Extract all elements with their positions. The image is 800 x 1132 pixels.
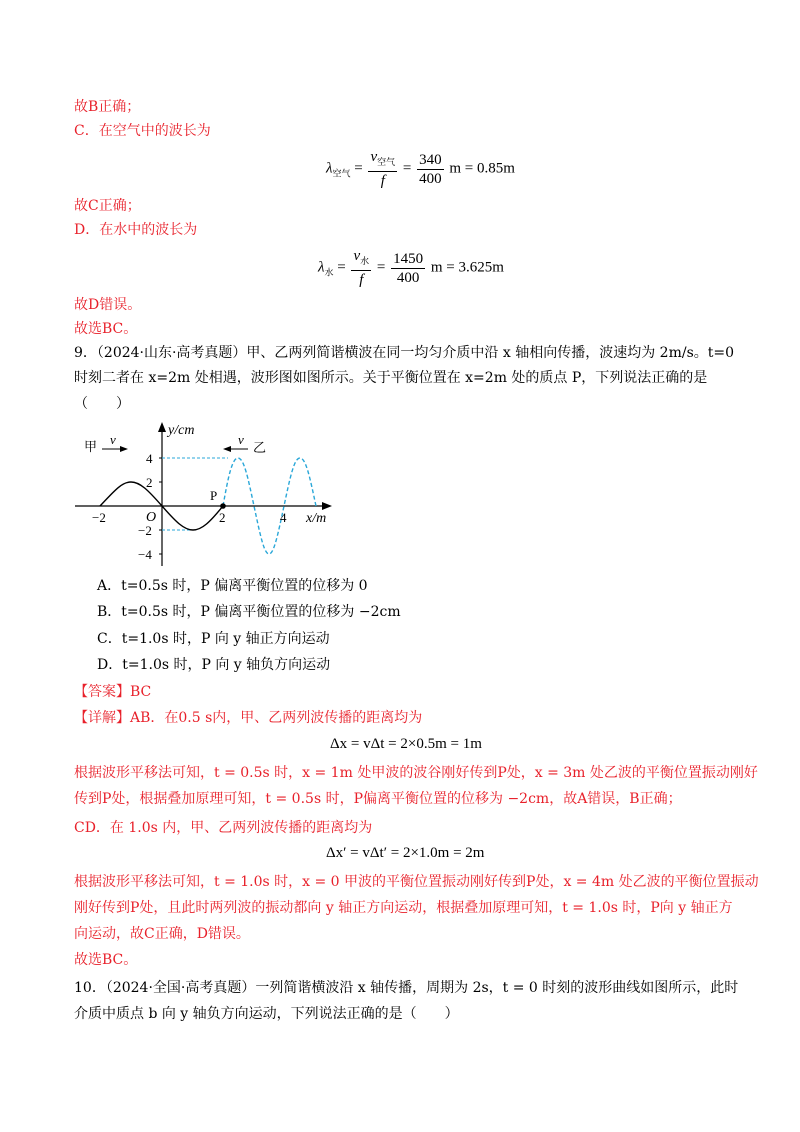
select-bc-text-1: 故选BC。	[74, 321, 138, 337]
d-wrong-text: 故D错误。	[74, 297, 142, 313]
velocity-yi-label: v	[238, 432, 244, 447]
wave-figure	[70, 418, 340, 573]
y-tick-2: 2	[146, 475, 153, 490]
q9-para2-line2: 刚好传到P处，且此时两列波的振动都向 y 轴正方向运动，根据叠加原理可知，t = 1.0s 时，P向 y 轴正方	[74, 900, 733, 916]
x-tick-2: 2	[219, 510, 226, 525]
x-tick-4: 4	[280, 510, 287, 525]
q9-answer: 【答案】BC	[74, 684, 152, 700]
origin-label: O	[146, 510, 157, 525]
c-correct-text: 故C正确；	[74, 198, 141, 214]
equation-water-wavelength: $\lambda_水$ = $\frac{v_水}{f}$ = $\frac{1450}{400}$ m = 3.625m	[318, 248, 504, 288]
point-p-label: P	[210, 488, 218, 503]
q9-detail-ab: 【详解】AB．在0.5 s内，甲、乙两列波传播的距离均为	[74, 710, 423, 726]
y-axis-arrow	[158, 422, 166, 432]
x-axis-label: x/m	[306, 511, 327, 526]
eq-c-subscript: 空气	[332, 168, 351, 179]
option-d-text: D．在水中的波长为	[74, 222, 198, 238]
q10-line-2: 介质中质点 b 向 y 轴负方向运动，下列说法正确的是（ ）	[74, 1006, 459, 1022]
eq-c-numerator: 340	[419, 151, 442, 168]
q9-option-d: D．t=1.0s 时，P 向 y 轴负方向运动	[97, 657, 331, 673]
eq-c-denominator: 400	[419, 170, 442, 187]
x-axis-arrow	[322, 502, 332, 510]
q9-option-c: C．t=1.0s 时，P 向 y 轴正方向运动	[97, 631, 330, 647]
eq-c-result: m = 0.85m	[449, 160, 515, 177]
q9-equation-1: Δx = vΔt = 2×0.5m = 1m	[330, 736, 482, 752]
wave-yi-label: 乙	[253, 440, 267, 455]
q9-equation-2: Δx′ = vΔt′ = 2×1.0m = 2m	[326, 845, 485, 861]
equation-air-wavelength: $\lambda_{空气}$ = $\frac{v_{空气}}{f}$ = $\frac{340}{400}$ m = 0.85m	[326, 149, 515, 189]
option-c-text: C．在空气中的波长为	[74, 123, 211, 139]
q9-line-1: 9．（2024·山东·高考真题）甲、乙两列简谐横波在同一均匀介质中沿 x 轴相向传播，波速均为 2m/s。t=0	[74, 345, 735, 361]
eq-d-numerator: 1450	[393, 250, 424, 267]
q9-para2-line3: 向运动，故C正确，D错误。	[74, 926, 250, 942]
y-tick-neg4: −4	[138, 547, 152, 562]
b-correct-text: 故B正确；	[74, 99, 141, 115]
q9-detail-cd: CD．在 1.0s 内，甲、乙两列波传播的距离均为	[74, 820, 373, 836]
y-tick-neg2: −2	[138, 523, 152, 538]
q9-option-b: B．t=0.5s 时，P 偏离平衡位置的位移为 −2cm	[97, 604, 401, 620]
eq-d-subscript: 水	[324, 267, 334, 278]
x-tick-neg2: −2	[92, 510, 106, 525]
select-bc-text-2: 故选BC。	[74, 952, 138, 968]
q9-para1-line2: 传到P处，根据叠加原理可知，t = 0.5s 时，P偏离平衡位置的位移为 −2cm，故A错误，B正确；	[74, 791, 682, 807]
wave-jia-label: 甲	[84, 439, 98, 454]
y-axis-label: y/cm	[168, 423, 195, 438]
q10-line-1: 10．（2024·全国·高考真题）一列简谐横波沿 x 轴传播，周期为 2s，t = 0 时刻的波形曲线如图所示，此时	[74, 980, 739, 996]
eq-d-result: m = 3.625m	[430, 259, 504, 276]
q9-option-a: A．t=0.5s 时，P 偏离平衡位置的位移为 0	[97, 578, 368, 594]
y-tick-4: 4	[146, 451, 153, 466]
q9-para1-line1: 根据波形平移法可知，t = 0.5s 时，x = 1m 处甲波的波谷刚好传到P处，x = 3m 处乙波的平衡位置振动刚好	[74, 765, 758, 781]
eq-d-denominator: 400	[396, 269, 420, 286]
point-p	[220, 503, 226, 509]
q9-para2-line1: 根据波形平移法可知，t = 1.0s 时，x = 0 甲波的平衡位置振动刚好传到P处，x = 4m 处乙波的平衡位置振动	[74, 874, 759, 890]
velocity-jia-label: v	[110, 432, 116, 447]
q9-line-3: （ ）	[74, 396, 130, 412]
q9-line-2: 时刻二者在 x=2m 处相遇，波形图如图所示。关于平衡位置在 x=2m 处的质点 P，下列说法正确的是	[74, 370, 708, 386]
